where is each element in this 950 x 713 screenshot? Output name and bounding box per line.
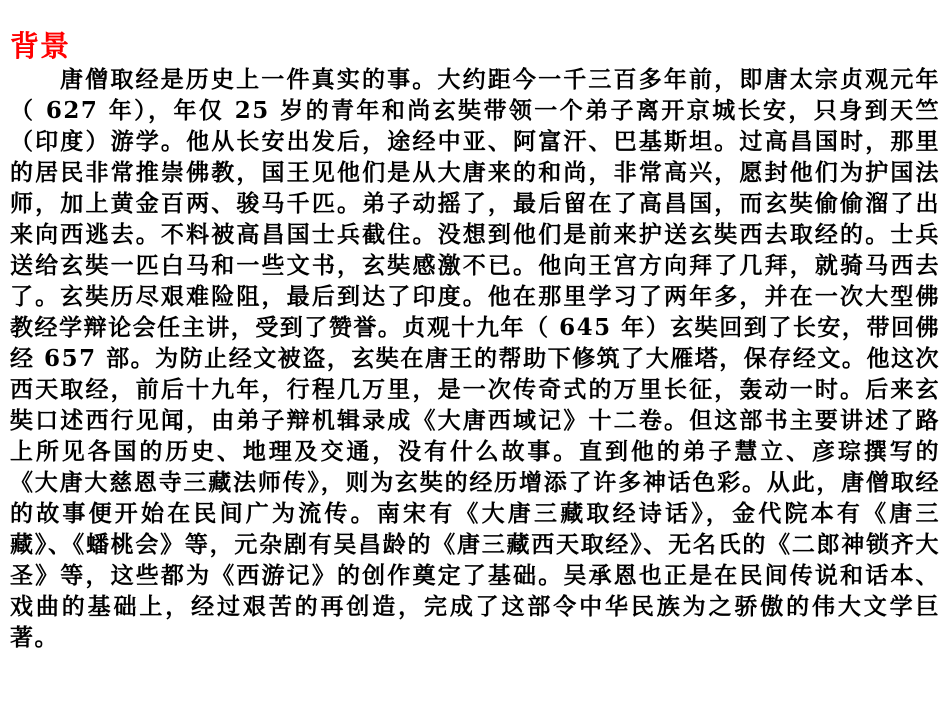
slide-heading: 背景 xyxy=(10,29,71,63)
background-paragraph: 唐僧取经是历史上一件真实的事。大约距今一千三百多年前，即唐太宗贞观元年（ 627 年），年仅 25 岁的青年和尚玄奘带领一个弟子离开京城长安，只身到天竺（印度）游学。他从长安出发后，途经中亚、阿富汗、巴基斯坦。过高昌国时，那里的居民非常推崇佛教，国王见他们是从大唐来的和尚，非常高兴，愿封他们为护国法师，加上黄金百两、骏马千匹。弟子动摇了，最后留在了高昌国，而玄奘偷偷溜了出来向西逃去。不料被高昌国士兵截住。没想到他们是前来护送玄奘西去取经的。士兵送给玄奘一匹白马和一些文书，玄奘感激不已。他向王宫方向拜了几拜，就骑马西去了。玄奘历尽艰难险阻，最后到达了印度。他在那里学习了两年多，并在一次大型佛教经学辩论会任主讲，受到了赞誉。贞观十九年（ 645 年）玄奘回到了长安，带回佛经 657 部。为防止经文被盗，玄奘在唐王的帮助下修筑了大雁塔，保存经文。他这次西天取经，前后十九年，行程几万里，是一次传奇式的万里长征，轰动一时。后来玄奘口述西行见闻，由弟子辩机辑录成《大唐西域记》十二卷。但这部书主要讲述了路上所见各国的历史、地理及交通，没有什么故事。直到他的弟子慧立、彦琮撰写的《大唐大慈恩寺三藏法师传》，则为玄奘的经历增添了许多神话色彩。从此，唐僧取经的故事便开始在民间广为流传。南宋有《大唐三藏取经诗话》，金代院本有《唐三藏》、《蟠桃会》等，元杂剧有吴昌龄的《唐三藏西天取经》、无名氏的《二郎神锁齐大圣》等，这些都为《西游记》的创作奠定了基础。吴承恩也正是在民间传说和话本、戏曲的基础上，经过艰苦的再创造，完成了这部令中华民族为之骄傲的伟大文学巨著。 xyxy=(10,66,940,651)
